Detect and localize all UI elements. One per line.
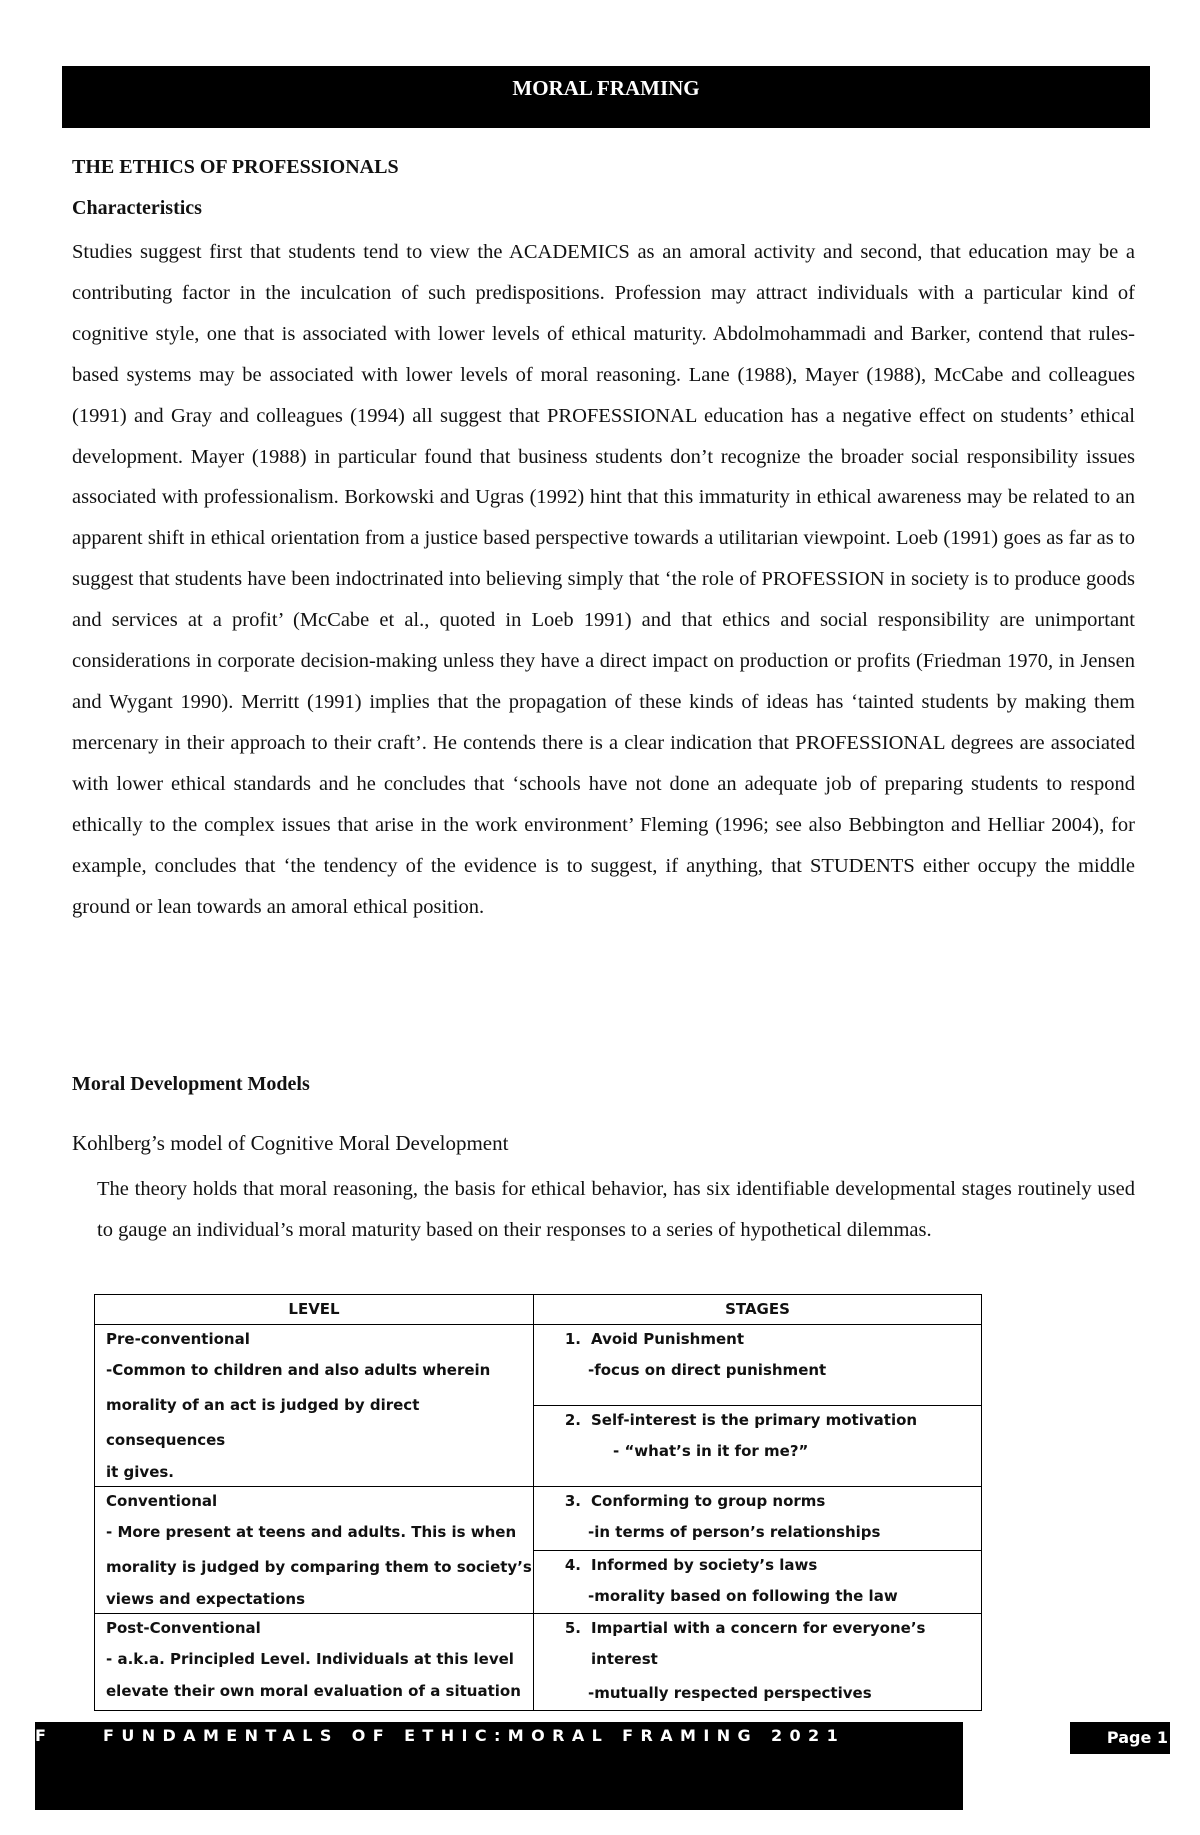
moral-stages-table	[94, 1294, 982, 1711]
stage-number: 3.	[564, 1492, 581, 1510]
stage-description: -mutually respected perspectives	[588, 1684, 872, 1702]
level-line: views and expectations	[106, 1590, 306, 1608]
stage-title: Impartial with a concern for everyone’s	[591, 1619, 926, 1637]
stage-cell-3	[534, 1487, 982, 1551]
table-row	[95, 1325, 982, 1406]
stage-cell-1	[534, 1325, 982, 1406]
footer-title: FUNDAMENTALS OF ETHIC:MORAL FRAMING 2021	[103, 1726, 846, 1745]
footer-bar	[35, 1722, 963, 1810]
level-name: Post-Conventional	[106, 1619, 261, 1637]
level-cell-preconventional	[95, 1325, 534, 1487]
stage-title: Informed by society’s laws	[591, 1555, 818, 1574]
stage-number: 1.	[564, 1330, 581, 1348]
level-line: - More present at teens and adults. This is when	[106, 1523, 517, 1541]
stage-number: 4.	[564, 1555, 581, 1574]
document-title: MORAL FRAMING	[512, 76, 700, 100]
stage-cell-5	[534, 1614, 982, 1711]
stage-title: Avoid Punishment	[591, 1330, 745, 1348]
level-line: -Common to children and also adults wherein	[106, 1361, 491, 1379]
stage-title: Conforming to group norms	[591, 1492, 826, 1510]
stage-number: 2.	[564, 1411, 581, 1429]
header-stages: STAGES	[534, 1295, 982, 1325]
stage-description: -morality based on following the law	[588, 1586, 898, 1605]
section-heading-ethics: THE ETHICS OF PROFESSIONALS	[72, 156, 399, 178]
stage-title: Self-interest is the primary motivation	[591, 1411, 918, 1429]
stage-description: -in terms of person’s relationships	[588, 1523, 881, 1541]
subheading-kohlberg: Kohlberg’s model of Cognitive Moral Development	[72, 1131, 509, 1155]
stage-description: -focus on direct punishment	[588, 1361, 827, 1379]
header-level: LEVEL	[95, 1295, 534, 1325]
level-name: Conventional	[106, 1492, 218, 1510]
section-heading-models: Moral Development Models	[72, 1073, 310, 1095]
subheading-characteristics: Characteristics	[72, 197, 202, 219]
theory-paragraph: The theory holds that moral reasoning, the basis for ethical behavior, has six identifiable developmental stages routinely used to gauge an individual’s moral maturity based on their responses to a series of hypothetical dilemmas.	[97, 1178, 1135, 1241]
stage-description: - “what’s in it for me?”	[613, 1442, 809, 1460]
level-line: morality is judged by comparing them to society’s	[106, 1558, 532, 1576]
table-row	[95, 1614, 982, 1711]
table-header-row	[95, 1295, 982, 1325]
level-line: morality of an act is judged by direct consequences	[106, 1396, 420, 1449]
stage-number: 5.	[564, 1619, 581, 1637]
level-name: Pre-conventional	[106, 1330, 250, 1348]
stage-cell-2	[534, 1406, 982, 1487]
level-line: - a.k.a. Principled Level. Individuals at this level	[106, 1650, 514, 1668]
table-row	[95, 1487, 982, 1551]
stage-title-continued: interest	[591, 1650, 658, 1668]
header-bar	[62, 66, 1150, 128]
stage-cell-4	[534, 1550, 982, 1614]
level-line: it gives.	[106, 1463, 174, 1481]
level-cell-conventional	[95, 1487, 534, 1614]
level-line: elevate their own moral evaluation of a situation	[106, 1682, 521, 1700]
level-cell-postconventional	[95, 1614, 534, 1711]
footer-letter: F	[35, 1726, 46, 1745]
characteristics-paragraph: Studies suggest first that students tend to view the ACADEMICS as an amoral activity and second, that education may be a contributing factor in the inculcation of such predispositions. Profession may attract individuals with a particular kind of cognitive style, one that is associated with lower levels of ethical maturity. Abdolmohammadi and Barker, contend that rules-based systems may be associated with lower levels of moral reasoning. Lane (1988), Mayer (1988), McCabe and colleagues (1991) and Gray and colleagues (1994) all suggest that PROFESSIONAL education has a negative effect on students’ ethical development. Mayer (1988) in particular found that business students don’t recognize the broader social responsibility issues associated with professionalism. Borkowski and Ugras (1992) hint that this immaturity in ethical awareness may be related to an apparent shift in ethical orientation from a justice based perspective towards a utilitarian viewpoint. Loeb (1991) goes as far as to suggest that students have been indoctrinated into believing simply that ‘the role of PROFESSION in society is to produce goods and services at a profit’ (McCabe et al., quoted in Loeb 1991) and that ethics and social responsibility are unimportant considerations in corporate decision-making unless they have a direct impact on production or profits (Friedman 1970, in Jensen and Wygant 1990). Merritt (1991) implies that the propagation of these kinds of ideas has ‘tainted students by making them mercenary in their approach to their craft’. He contends there is a clear indication that PROFESSIONAL degrees are associated with lower ethical standards and he concludes that ‘schools have not done an adequate job of preparing students to respond ethically to the complex issues that arise in the work environment’ Fleming (1996; see also Bebbington and Helliar 2004), for example, concludes that ‘the tendency of the evidence is to suggest, if anything, that STUDENTS either occupy the middle ground or lean towards an amoral ethical position.	[72, 241, 1135, 918]
page-number: Page 1	[1070, 1722, 1170, 1754]
